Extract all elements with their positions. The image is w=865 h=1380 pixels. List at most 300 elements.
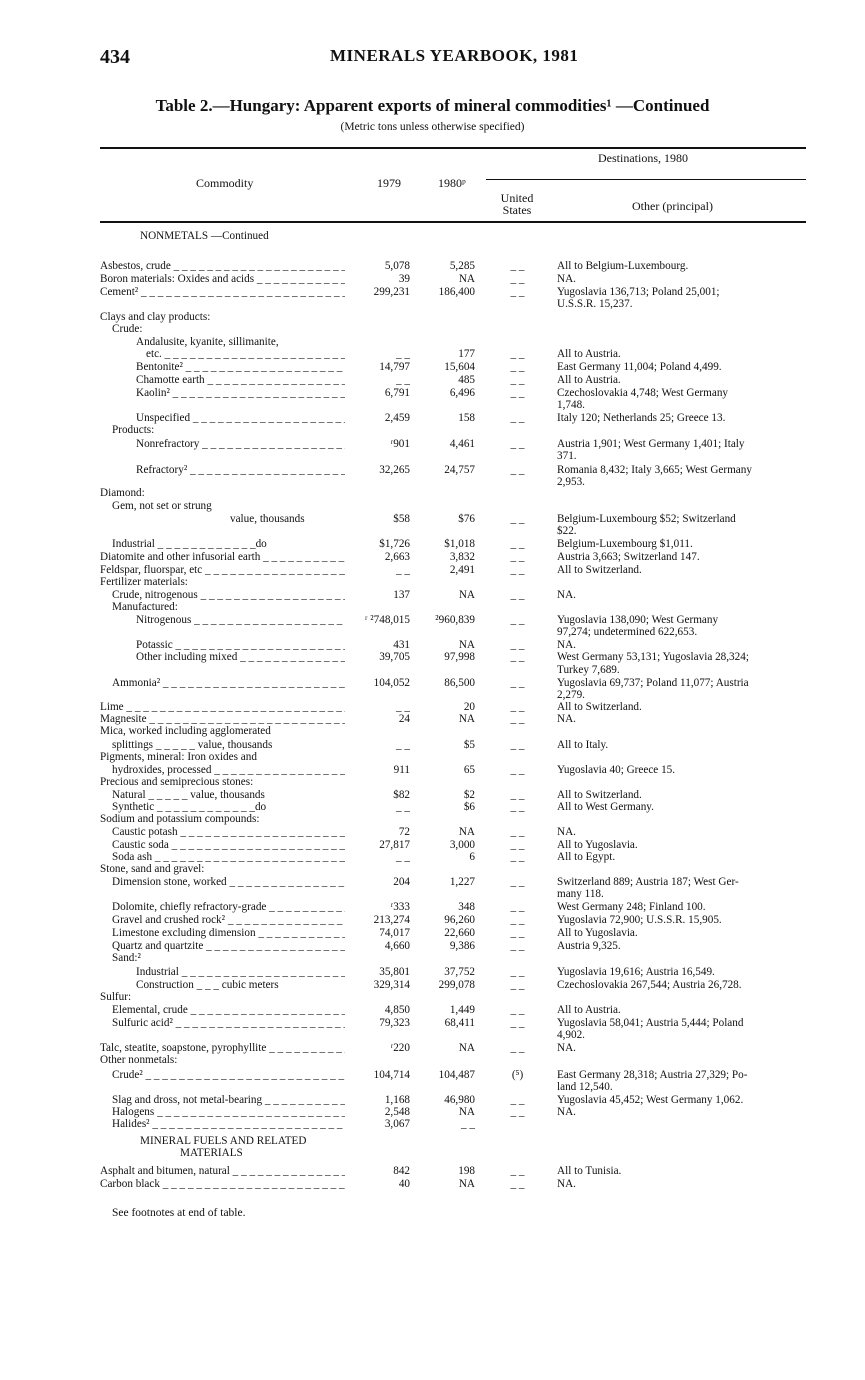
table-row [100, 286, 810, 298]
value-1979: 35,801 [379, 966, 410, 978]
destination-other: All to Tunisia. [557, 1165, 622, 1177]
destination-other: Yugoslavia 45,452; West Germany 1,062. [557, 1094, 744, 1106]
commodity-name: etc. _ _ _ [146, 348, 345, 360]
commodity-name: Stone, sand and gravel: [100, 863, 205, 875]
destination-other: West Germany 248; Finland 100. [557, 901, 706, 913]
value-1980: 104,487 [438, 1069, 475, 1081]
value-united-states: _ _ [510, 260, 525, 272]
value-1979: 40 [398, 1178, 410, 1190]
table-row [100, 626, 810, 638]
table-row [100, 839, 810, 851]
table-row [100, 1069, 810, 1081]
value-1980: 46,980 [444, 1094, 475, 1106]
value-united-states: _ _ [510, 940, 525, 952]
commodity-name: Crude² _ _ _ [112, 1069, 345, 1081]
table-row [100, 713, 810, 725]
commodity-name: Diatomite and other infusorial earth _ _ _ [100, 551, 345, 563]
value-1979: 204 [393, 876, 410, 888]
destination-other: All to West Germany. [557, 801, 654, 813]
value-1979: 104,714 [373, 1069, 410, 1081]
table-row [100, 1042, 810, 1054]
destination-other: Czechoslovakia 267,544; Austria 26,728. [557, 979, 742, 991]
commodity-name: MATERIALS [180, 1147, 243, 1159]
destination-other: Yugoslavia 138,090; West Germany [557, 614, 719, 626]
value-united-states: _ _ [510, 1017, 525, 1029]
table-row [100, 399, 810, 411]
commodity-name: hydroxides, processed _ _ _ [112, 764, 345, 776]
table-row [100, 739, 810, 751]
commodity-name: Pigments, mineral: Iron oxides and [100, 751, 257, 763]
commodity-name: Asphalt and bitumen, natural _ _ _ [100, 1165, 345, 1177]
table-row [100, 513, 810, 525]
commodity-name: Kaolin² _ _ _ [136, 387, 345, 399]
value-1980: NA [458, 589, 475, 601]
table-row [100, 450, 810, 462]
destination-other: All to Belgium-Luxembourg. [557, 260, 689, 272]
value-1980: 348 [458, 901, 475, 913]
commodity-name: NONMETALS —Continued [140, 230, 269, 242]
table-row [100, 725, 810, 737]
destination-other: NA. [557, 713, 576, 725]
value-united-states: _ _ [510, 651, 525, 663]
section-heading [100, 230, 810, 242]
table-row [100, 348, 810, 360]
value-1979: 137 [393, 589, 410, 601]
destination-other: All to Egypt. [557, 851, 616, 863]
value-1980: NA [458, 1042, 475, 1054]
commodity-name: Construction _ _ _ cubic meters [136, 979, 279, 991]
value-1980: 198 [458, 1165, 475, 1177]
commodity-name: Other nonmetals: [100, 1054, 178, 1066]
destination-other: NA. [557, 1042, 576, 1054]
table-row [100, 538, 810, 550]
table-row [100, 273, 810, 285]
value-1980: 1,449 [449, 1004, 475, 1016]
value-1980: 6 [469, 851, 475, 863]
commodity-name: Clays and clay products: [100, 311, 211, 323]
table-row [100, 1054, 810, 1066]
table-row [100, 464, 810, 476]
value-1980: 3,000 [449, 839, 475, 851]
table-row [100, 776, 810, 788]
commodity-name: Sulfuric acid² _ _ _ [112, 1017, 345, 1029]
value-united-states: _ _ [510, 1106, 525, 1118]
value-united-states: _ _ [510, 273, 525, 285]
value-1979: 39 [398, 273, 410, 285]
destination-other: 4,902. [557, 1029, 585, 1041]
destination-other: NA. [557, 273, 576, 285]
commodity-name: Carbon black _ _ _ [100, 1178, 345, 1190]
commodity-name: Asbestos, crude _ _ _ [100, 260, 345, 272]
commodity-name: Synthetic _ _ _ _ _ _ _ _ _ _ _ _do [112, 801, 267, 813]
commodity-name: Mica, worked including agglomerated [100, 725, 271, 737]
destination-other: All to Austria. [557, 374, 621, 386]
value-1979: 6,791 [384, 387, 410, 399]
value-1980: 22,660 [444, 927, 475, 939]
table-row [100, 589, 810, 601]
table-row [100, 826, 810, 838]
table-row [100, 789, 810, 801]
value-1979: 299,231 [373, 286, 410, 298]
value-1979: 842 [393, 1165, 410, 1177]
value-united-states: _ _ [510, 1042, 525, 1054]
destination-other: Yugoslavia 40; Greece 15. [557, 764, 676, 776]
commodity-name: value, thousands [230, 513, 305, 525]
destination-other: Switzerland 889; Austria 187; West Ger- [557, 876, 739, 888]
destination-other: land 12,540. [557, 1081, 613, 1093]
value-united-states: _ _ [510, 927, 525, 939]
value-united-states: _ _ [510, 979, 525, 991]
commodity-name: Manufactured: [112, 601, 178, 613]
value-united-states: _ _ [510, 348, 525, 360]
commodity-name: Caustic potash _ _ _ [112, 826, 345, 838]
commodity-name: Cement² _ _ _ [100, 286, 345, 298]
destination-other: Yugoslavia 136,713; Poland 25,001; [557, 286, 720, 298]
destination-other: $22. [557, 525, 577, 537]
value-united-states: _ _ [510, 1178, 525, 1190]
destination-other: NA. [557, 1178, 576, 1190]
value-1979: 2,548 [384, 1106, 410, 1118]
value-united-states: _ _ [510, 801, 525, 813]
table-row [100, 701, 810, 713]
table-row [100, 1017, 810, 1029]
destination-other: Italy 120; Netherlands 25; Greece 13. [557, 412, 726, 424]
value-1980: $1,018 [444, 538, 475, 550]
value-1979: 911 [393, 764, 410, 776]
value-1980: 96,260 [444, 914, 475, 926]
value-united-states: _ _ [510, 412, 525, 424]
header-1979: 1979 [377, 176, 401, 190]
value-united-states: _ _ [510, 901, 525, 913]
commodity-name: Crude, nitrogenous _ _ _ [112, 589, 345, 601]
value-1980: 6,496 [449, 387, 475, 399]
value-1979: 2,663 [384, 551, 410, 563]
commodity-name: Nitrogenous _ _ _ [136, 614, 345, 626]
value-1979: 27,817 [379, 839, 410, 851]
table-top-rule [100, 147, 806, 149]
commodity-name: Products: [112, 424, 155, 436]
commodity-name: Caustic soda _ _ _ [112, 839, 345, 851]
table-row [100, 298, 810, 310]
table-row [100, 551, 810, 563]
value-1979: 72 [398, 826, 410, 838]
value-1979: 431 [393, 639, 410, 651]
value-1980: $2 [463, 789, 475, 801]
value-1979: 79,323 [379, 1017, 410, 1029]
destination-other: Yugoslavia 72,900; U.S.S.R. 15,905. [557, 914, 722, 926]
destination-other: 1,748. [557, 399, 585, 411]
commodity-name: Lime _ _ _ [100, 701, 345, 713]
value-1979: _ _ [396, 851, 410, 863]
value-1980: 485 [458, 374, 475, 386]
header-bottom-rule [100, 221, 806, 223]
value-1979: 2,459 [384, 412, 410, 424]
header-commodity: Commodity [196, 176, 254, 190]
value-united-states: _ _ [510, 374, 525, 386]
value-united-states: _ _ [510, 789, 525, 801]
value-1980: 15,604 [444, 361, 475, 373]
table-row [100, 311, 810, 323]
value-united-states: _ _ [510, 701, 525, 713]
table-row [100, 901, 810, 913]
destination-other: Turkey 7,689. [557, 664, 620, 676]
value-1979: _ _ [396, 374, 410, 386]
value-united-states: _ _ [510, 966, 525, 978]
value-united-states: _ _ [510, 551, 525, 563]
table-row [100, 564, 810, 576]
destination-other: 2,953. [557, 476, 585, 488]
commodity-name: Fertilizer materials: [100, 576, 188, 588]
value-united-states: _ _ [510, 739, 525, 751]
commodity-name: Gravel and crushed rock² _ _ _ [112, 914, 345, 926]
commodity-name: Magnesite _ _ _ [100, 713, 345, 725]
commodity-name: Feldspar, fluorspar, etc _ _ _ [100, 564, 345, 576]
value-1979: 1,168 [384, 1094, 410, 1106]
value-united-states: _ _ [510, 286, 525, 298]
value-1980: 37,752 [444, 966, 475, 978]
value-1980: 20 [463, 701, 475, 713]
running-head: MINERALS YEARBOOK, 1981 [330, 46, 579, 65]
table-row [100, 1165, 810, 1177]
value-1979: ʳ333 [390, 901, 410, 913]
value-1980: 186,400 [438, 286, 475, 298]
section-heading [100, 1135, 810, 1147]
commodity-name: Soda ash _ _ _ [112, 851, 345, 863]
table-row [100, 888, 810, 900]
value-united-states: _ _ [510, 589, 525, 601]
destination-other: NA. [557, 589, 576, 601]
destination-other: Yugoslavia 69,737; Poland 11,077; Austria [557, 677, 749, 689]
header-1980: 1980ᵖ [438, 176, 466, 190]
value-united-states: _ _ [510, 639, 525, 651]
commodity-name: Ammonia² _ _ _ [112, 677, 345, 689]
commodity-name: Limestone excluding dimension _ _ _ [112, 927, 345, 939]
value-united-states: _ _ [510, 839, 525, 851]
table-row [100, 1081, 810, 1093]
commodity-name: Refractory² _ _ _ [136, 464, 345, 476]
table-row [100, 927, 810, 939]
value-1980: 3,832 [449, 551, 475, 563]
table-row [100, 863, 810, 875]
destination-other: Austria 1,901; West Germany 1,401; Italy [557, 438, 745, 450]
value-1979: ʳ ²748,015 [365, 614, 410, 626]
table-row [100, 1106, 810, 1118]
table-row [100, 664, 810, 676]
value-united-states: _ _ [510, 764, 525, 776]
commodity-name: Halides² _ _ _ [112, 1118, 345, 1130]
value-1979: 24 [398, 713, 410, 725]
commodity-name: Elemental, crude _ _ _ [112, 1004, 345, 1016]
destination-other: Belgium-Luxembourg $52; Switzerland [557, 513, 736, 525]
value-1980: 1,227 [449, 876, 475, 888]
commodity-name: Bentonite² _ _ _ [136, 361, 345, 373]
value-1979: 39,705 [379, 651, 410, 663]
destination-other: 2,279. [557, 689, 585, 701]
value-1980: 177 [458, 348, 475, 360]
table-row [100, 991, 810, 1003]
table-row [100, 374, 810, 386]
destination-other: NA. [557, 826, 576, 838]
value-united-states: _ _ [510, 513, 525, 525]
table-row [100, 424, 810, 436]
value-1979: $1,726 [379, 538, 410, 550]
destinations-rule [486, 179, 806, 180]
value-united-states: _ _ [510, 1165, 525, 1177]
commodity-name: Dimension stone, worked _ _ _ [112, 876, 345, 888]
value-united-states: _ _ [510, 914, 525, 926]
table-row [100, 1004, 810, 1016]
table-row [100, 1118, 810, 1130]
table-row [100, 601, 810, 613]
table-row [100, 487, 810, 499]
value-1980: 158 [458, 412, 475, 424]
table-row [100, 500, 810, 512]
destination-other: NA. [557, 1106, 576, 1118]
commodity-name: MINERAL FUELS AND RELATED [140, 1135, 307, 1147]
table-row [100, 764, 810, 776]
table-row [100, 914, 810, 926]
value-united-states: _ _ [510, 1004, 525, 1016]
commodity-name: Quartz and quartzite _ _ _ [112, 940, 345, 952]
value-1980: 299,078 [438, 979, 475, 991]
table-row [100, 387, 810, 399]
destination-other: Czechoslovakia 4,748; West Germany [557, 387, 729, 399]
table-subtitle: (Metric tons unless otherwise specified) [340, 121, 525, 133]
destination-other: Yugoslavia 58,041; Austria 5,444; Poland [557, 1017, 744, 1029]
table-row [100, 1178, 810, 1190]
table-row [100, 876, 810, 888]
commodity-name: Other including mixed _ _ _ [136, 651, 345, 663]
commodity-name: Halogens _ _ _ [112, 1106, 345, 1118]
table-row [100, 576, 810, 588]
header-destinations: Destinations, 1980 [598, 151, 688, 165]
page-number: 434 [100, 46, 130, 68]
commodity-name: Boron materials: Oxides and acids _ _ _ [100, 273, 345, 285]
value-united-states: _ _ [510, 564, 525, 576]
value-1979: 4,850 [384, 1004, 410, 1016]
commodity-name: Industrial _ _ _ _ _ _ _ _ _ _ _ _do [112, 538, 267, 550]
value-1979: _ _ [396, 739, 410, 751]
table-row [100, 751, 810, 763]
destination-other: Belgium-Luxembourg $1,011. [557, 538, 693, 550]
section-heading [100, 1147, 810, 1159]
table-row [100, 639, 810, 651]
destination-other: Yugoslavia 19,616; Austria 16,549. [557, 966, 715, 978]
commodity-name: Nonrefractory _ _ _ [136, 438, 345, 450]
value-1979: _ _ [396, 801, 410, 813]
table-row [100, 361, 810, 373]
destination-other: 97,274; undetermined 622,653. [557, 626, 698, 638]
value-1979: _ _ [396, 701, 410, 713]
value-1979: _ _ [396, 348, 410, 360]
commodity-name: Precious and semiprecious stones: [100, 776, 254, 788]
value-united-states: _ _ [510, 438, 525, 450]
value-1979: 32,265 [379, 464, 410, 476]
value-1979: 329,314 [373, 979, 410, 991]
commodity-name: Sulfur: [100, 991, 132, 1003]
destination-other: All to Switzerland. [557, 701, 642, 713]
destination-other: East Germany 11,004; Poland 4,499. [557, 361, 722, 373]
footnote: See footnotes at end of table. [112, 1207, 246, 1219]
value-1980: 24,757 [444, 464, 475, 476]
commodity-name: Diamond: [100, 487, 145, 499]
table-row [100, 952, 810, 964]
destination-other: All to Switzerland. [557, 564, 642, 576]
table-row [100, 813, 810, 825]
destination-other: All to Yugoslavia. [557, 839, 638, 851]
destination-other: East Germany 28,318; Austria 27,329; Po- [557, 1069, 748, 1081]
table-row [100, 614, 810, 626]
value-1980: 86,500 [444, 677, 475, 689]
header-united-states: United States [500, 191, 534, 217]
commodity-name: Crude: [112, 323, 143, 335]
table-row [100, 412, 810, 424]
destination-other: All to Austria. [557, 1004, 621, 1016]
commodity-name: Gem, not set or strung [112, 500, 212, 512]
value-united-states: _ _ [510, 361, 525, 373]
value-1979: ʳ220 [390, 1042, 410, 1054]
destination-other: U.S.S.R. 15,237. [557, 298, 633, 310]
value-1980: $6 [463, 801, 475, 813]
value-united-states: _ _ [510, 464, 525, 476]
value-1980: NA [458, 273, 475, 285]
table-row [100, 336, 810, 348]
destination-other: All to Switzerland. [557, 789, 642, 801]
value-1980: NA [458, 826, 475, 838]
value-united-states: _ _ [510, 1094, 525, 1106]
destination-other: All to Italy. [557, 739, 609, 751]
value-1979: 5,078 [384, 260, 410, 272]
value-united-states: _ _ [510, 713, 525, 725]
commodity-name: Andalusite, kyanite, sillimanite, [136, 336, 279, 348]
commodity-name: splittings _ _ _ _ _ value, thousands [112, 739, 273, 751]
destination-other: many 118. [557, 888, 604, 900]
table-row [100, 940, 810, 952]
value-1979: 104,052 [373, 677, 410, 689]
table-row [100, 323, 810, 335]
value-united-states: _ _ [510, 538, 525, 550]
value-1980: $5 [463, 739, 475, 751]
value-1980: 68,411 [444, 1017, 475, 1029]
table-row [100, 1029, 810, 1041]
value-1980: NA [458, 713, 475, 725]
destination-other: All to Yugoslavia. [557, 927, 638, 939]
table-row [100, 1094, 810, 1106]
commodity-name: Slag and dross, not metal-bearing _ _ _ [112, 1094, 345, 1106]
destination-other: 371. [557, 450, 577, 462]
value-1980: NA [458, 1106, 475, 1118]
commodity-name: Talc, steatite, soapstone, pyrophyllite _ _ _ [100, 1042, 345, 1054]
commodity-name: Sand:² [112, 952, 141, 964]
destination-other: Austria 3,663; Switzerland 147. [557, 551, 700, 563]
value-1980: 5,285 [449, 260, 475, 272]
value-1979: 4,660 [384, 940, 410, 952]
value-1980: NA [458, 1178, 475, 1190]
destination-other: All to Austria. [557, 348, 621, 360]
value-1979: $82 [393, 789, 410, 801]
value-1980: ²960,839 [435, 614, 475, 626]
value-1980: $76 [458, 513, 475, 525]
value-1980: 4,461 [449, 438, 475, 450]
destination-other: Romania 8,432; Italy 3,665; West Germany [557, 464, 752, 476]
value-1980: 65 [463, 764, 475, 776]
commodity-name: Potassic _ _ _ [136, 639, 345, 651]
destination-other: West Germany 53,131; Yugoslavia 28,324; [557, 651, 749, 663]
table-row [100, 438, 810, 450]
value-united-states: (⁵) [511, 1069, 524, 1081]
commodity-name: Sodium and potassium compounds: [100, 813, 260, 825]
header-other-principal: Other (principal) [632, 199, 713, 213]
